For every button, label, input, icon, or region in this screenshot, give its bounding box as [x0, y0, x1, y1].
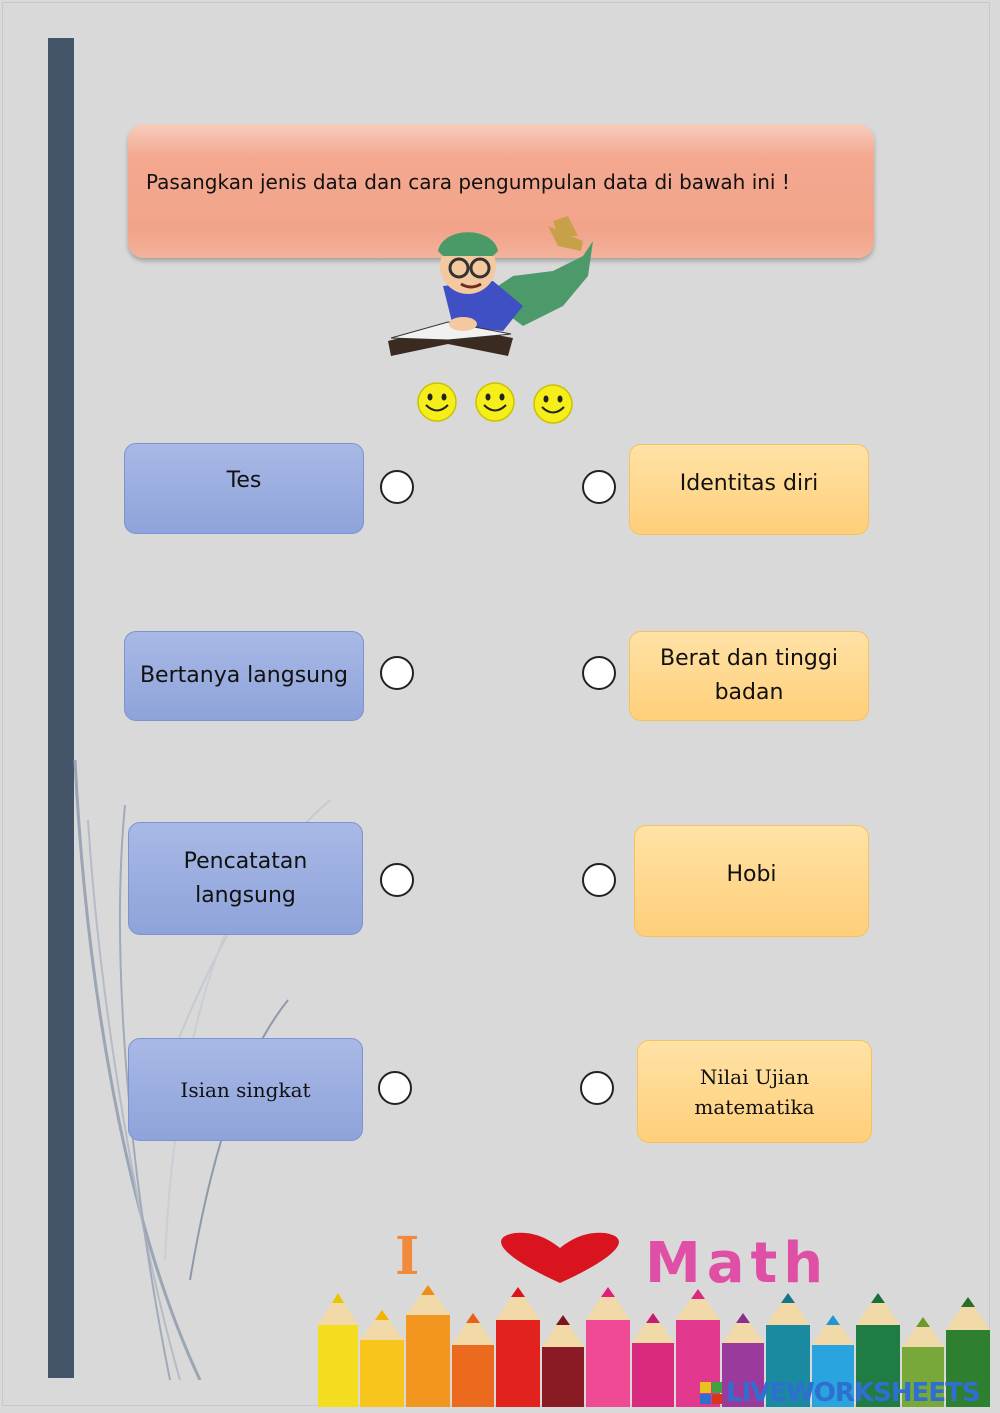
right-connector-1[interactable]	[582, 470, 616, 504]
left-card-2	[124, 631, 364, 721]
right-card-3	[634, 825, 869, 937]
left-card-label: Pencatatan langsung	[183, 848, 308, 908]
smiley-icon	[476, 383, 514, 421]
instruction-text: Pasangkan jenis data dan cara pengumpulan data di bawah ini !	[146, 170, 790, 194]
right-card-label: Hobi	[726, 862, 777, 887]
right-card-label: Nilai Ujian matematika	[694, 1064, 815, 1119]
left-connector-1[interactable]	[380, 470, 414, 504]
right-connector-2[interactable]	[582, 656, 616, 690]
right-connector-3[interactable]	[582, 863, 616, 897]
left-connector-4[interactable]	[378, 1071, 412, 1105]
right-card-1	[629, 444, 869, 535]
liveworksheets-logo-icon	[700, 1382, 722, 1404]
right-card-2	[629, 631, 869, 721]
left-card-label: Bertanya langsung	[139, 663, 349, 688]
right-card-label: Berat dan tinggi badan	[660, 646, 838, 705]
heart-icon	[501, 1233, 619, 1283]
smiley-icons	[415, 380, 585, 430]
left-card-1	[124, 443, 364, 534]
right-card-label: Identitas diri	[679, 471, 819, 496]
liveworksheets-watermark	[700, 1378, 980, 1408]
reading-boy-illustration	[383, 216, 603, 366]
left-connector-3[interactable]	[380, 863, 414, 897]
watermark-text: LIVEWORKSHEETS	[726, 1378, 980, 1408]
smiley-icon	[534, 385, 572, 423]
right-card-4	[637, 1040, 872, 1143]
smiley-icon	[418, 383, 456, 421]
left-card-label: Isian singkat	[180, 1077, 311, 1102]
i-love-math-banner	[395, 1228, 940, 1288]
left-card-3	[128, 822, 363, 935]
left-card-4	[128, 1038, 363, 1141]
right-connector-4[interactable]	[580, 1071, 614, 1105]
left-card-label: Tes	[226, 468, 262, 493]
banner-word-math: Math	[645, 1231, 830, 1288]
banner-letter-i: I	[395, 1228, 420, 1287]
left-connector-2[interactable]	[380, 656, 414, 690]
